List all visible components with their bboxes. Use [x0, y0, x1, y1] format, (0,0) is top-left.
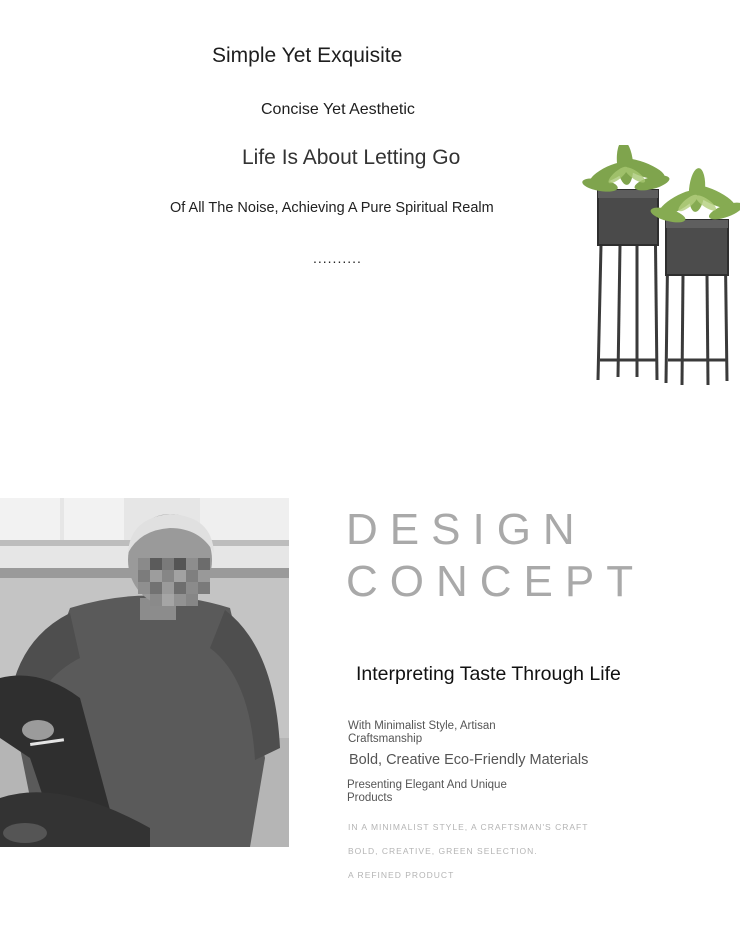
portrait-photo [0, 498, 289, 847]
design-concept-title-line2: CONCEPT [346, 557, 646, 606]
english-caption-2: BOLD, CREATIVE, GREEN SELECTION. [348, 846, 538, 856]
concept-subtitle: Interpreting Taste Through Life [356, 663, 621, 685]
man-seated-grayscale-photo [0, 498, 289, 847]
headline-letting-go: Life Is About Letting Go [242, 146, 461, 169]
plant-stand-illustration [580, 145, 740, 390]
design-concept-title-line1: DESIGN [346, 505, 587, 554]
english-caption-1: IN A MINIMALIST STYLE, A CRAFTSMAN'S CRAFT [348, 822, 589, 832]
concept-point-minimalist: With Minimalist Style, Artisan Craftsmanship [348, 720, 496, 745]
headline-concise-yet-aesthetic: Concise Yet Aesthetic [261, 101, 415, 118]
concept-point-materials: Bold, Creative Eco-Friendly Materials [349, 752, 589, 768]
plant-stand-image [580, 145, 740, 390]
headline-spiritual-realm: Of All The Noise, Achieving A Pure Spiritual Realm [170, 200, 494, 216]
headline-simple-yet-exquisite: Simple Yet Exquisite [212, 44, 403, 67]
english-caption-3: A REFINED PRODUCT [348, 870, 455, 880]
ellipsis-dots: .......... [313, 250, 362, 266]
concept-point-products: Presenting Elegant And Unique Products [347, 779, 507, 804]
